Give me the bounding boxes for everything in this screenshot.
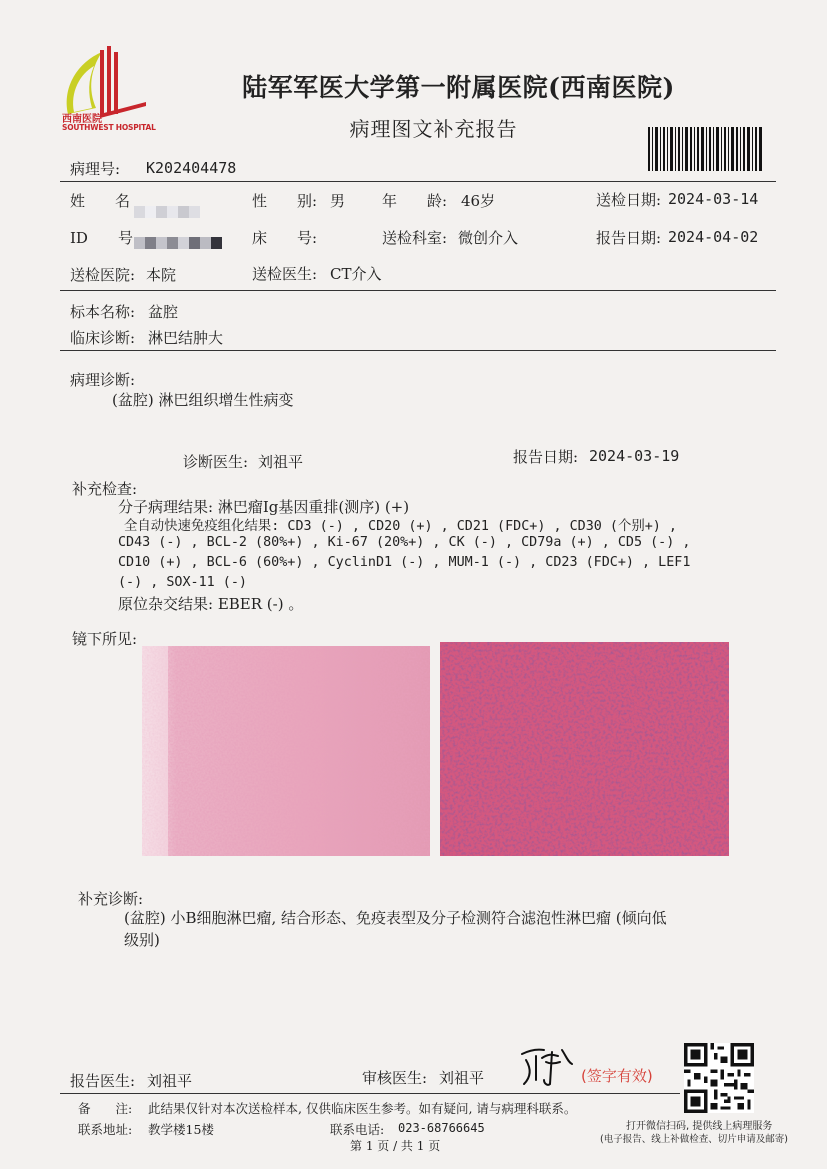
pathology-no-label: 病理号: — [70, 160, 121, 178]
review-doctor-label: 审核医生: — [362, 1069, 428, 1087]
microscopy-label: 镜下所见: — [72, 630, 138, 648]
page-indicator: 第 1 页 / 共 1 页 — [350, 1139, 441, 1153]
specimen-label: 标本名称: — [70, 303, 136, 321]
ihc-line: (-) , SOX-11 (-) — [118, 575, 247, 590]
phone-label: 联系电话: — [330, 1122, 385, 1137]
qr-code[interactable] — [684, 1043, 754, 1113]
redacted-name — [134, 203, 200, 222]
report-doctor-label: 报告医生: — [70, 1072, 136, 1090]
ihc-line: CD10 (+) , BCL-6 (60%+) , CyclinD1 (-) , MUM-1 (-) , CD23 (FDC+) , LEF1 — [118, 555, 691, 570]
diagnosis-date-label: 报告日期: — [513, 448, 579, 466]
qr-caption-1: 打开微信扫码, 提供线上病理服务 — [626, 1121, 773, 1132]
address-label: 联系地址: — [78, 1122, 133, 1137]
supp-diagnosis-text-cont: 级别) — [124, 931, 160, 949]
doctor-label: 送检医生: — [252, 265, 318, 283]
diagnosis-label: 病理诊断: — [70, 371, 136, 389]
report-subtitle: 病理图文补充报告 — [349, 117, 518, 141]
age: 46岁 — [461, 192, 496, 210]
micrograph-low-power — [142, 646, 430, 856]
pathology-no: K202404478 — [146, 159, 237, 177]
dept-label: 送检科室: — [382, 229, 448, 247]
submit-doctor: CT介入 — [330, 265, 382, 283]
logo-text-en: SOUTHWEST HOSPITAL — [62, 123, 156, 132]
submit-date: 2024-03-14 — [668, 190, 759, 208]
id-label: ID 号 — [70, 229, 133, 247]
specimen-name: 盆腔 — [148, 303, 179, 321]
supplementary-label: 补充检查: — [72, 480, 138, 498]
barcode — [648, 127, 762, 171]
address: 教学楼15楼 — [148, 1122, 214, 1137]
report-date-label: 报告日期: — [596, 229, 662, 247]
diagnosis-doctor-label: 诊断医生: — [183, 453, 249, 471]
submit-date-label: 送检日期: — [596, 191, 662, 209]
divider — [60, 1093, 680, 1094]
molecular-result: 分子病理结果: 淋巴瘤Ig基因重排(测序) (+) — [118, 498, 410, 516]
divider — [60, 350, 776, 351]
dept: 微创介入 — [458, 229, 519, 247]
age-label: 年 龄: — [382, 192, 448, 210]
ish-result: 原位杂交结果: EBER (-) 。 — [118, 595, 304, 613]
note-label: 备 注: — [78, 1101, 133, 1116]
diagnosis-date: 2024-03-19 — [589, 447, 680, 465]
name-label: 姓 名 — [70, 192, 131, 210]
phone: 023-68766645 — [398, 1121, 485, 1135]
logo-text-cn: 西南医院 — [62, 114, 102, 125]
micrograph-high-power — [440, 642, 729, 856]
signature-valid-stamp: (签字有效) — [581, 1067, 653, 1085]
redacted-id — [134, 234, 222, 253]
bed-label: 床 号: — [252, 229, 318, 247]
hospital-label: 送检医院: — [70, 266, 136, 284]
review-doctor: 刘祖平 — [439, 1069, 485, 1087]
note-text: 此结果仅针对本次送检样本, 仅供临床医生参考。如有疑问, 请与病理科联系。 — [148, 1101, 577, 1116]
submit-hospital: 本院 — [146, 266, 177, 284]
divider — [60, 290, 776, 291]
supp-diagnosis-text: (盆腔) 小B细胞淋巴瘤, 结合形态、免疫表型及分子检测符合滤泡性淋巴瘤 (倾向低 — [124, 909, 667, 927]
diagnosis-text: (盆腔) 淋巴组织增生性病变 — [112, 391, 294, 409]
report-date: 2024-04-02 — [668, 228, 759, 246]
report-doctor: 刘祖平 — [147, 1072, 193, 1090]
gender: 男 — [330, 192, 346, 210]
clinical-diagnosis: 淋巴结肿大 — [148, 329, 224, 347]
gender-label: 性 别: — [252, 192, 318, 210]
diagnosis-doctor: 刘祖平 — [258, 453, 304, 471]
handwritten-signature — [518, 1040, 576, 1088]
divider — [60, 181, 776, 182]
qr-caption-2: (电子报告、线上补做检查、切片申请及邮寄) — [600, 1134, 788, 1145]
ihc-line: 全自动快速免疫组化结果: CD3 (-) , CD20 (+) , CD21 (FDC+) , CD30 (个别+) , — [124, 519, 677, 534]
clinical-label: 临床诊断: — [70, 329, 136, 347]
hospital-title: 陆军军医大学第一附属医院(西南医院) — [242, 73, 675, 102]
supp-diagnosis-label: 补充诊断: — [78, 890, 144, 908]
ihc-line: CD43 (-) , BCL-2 (80%+) , Ki-67 (20%+) , CK (-) , CD79a (+) , CD5 (-) , — [118, 535, 691, 550]
